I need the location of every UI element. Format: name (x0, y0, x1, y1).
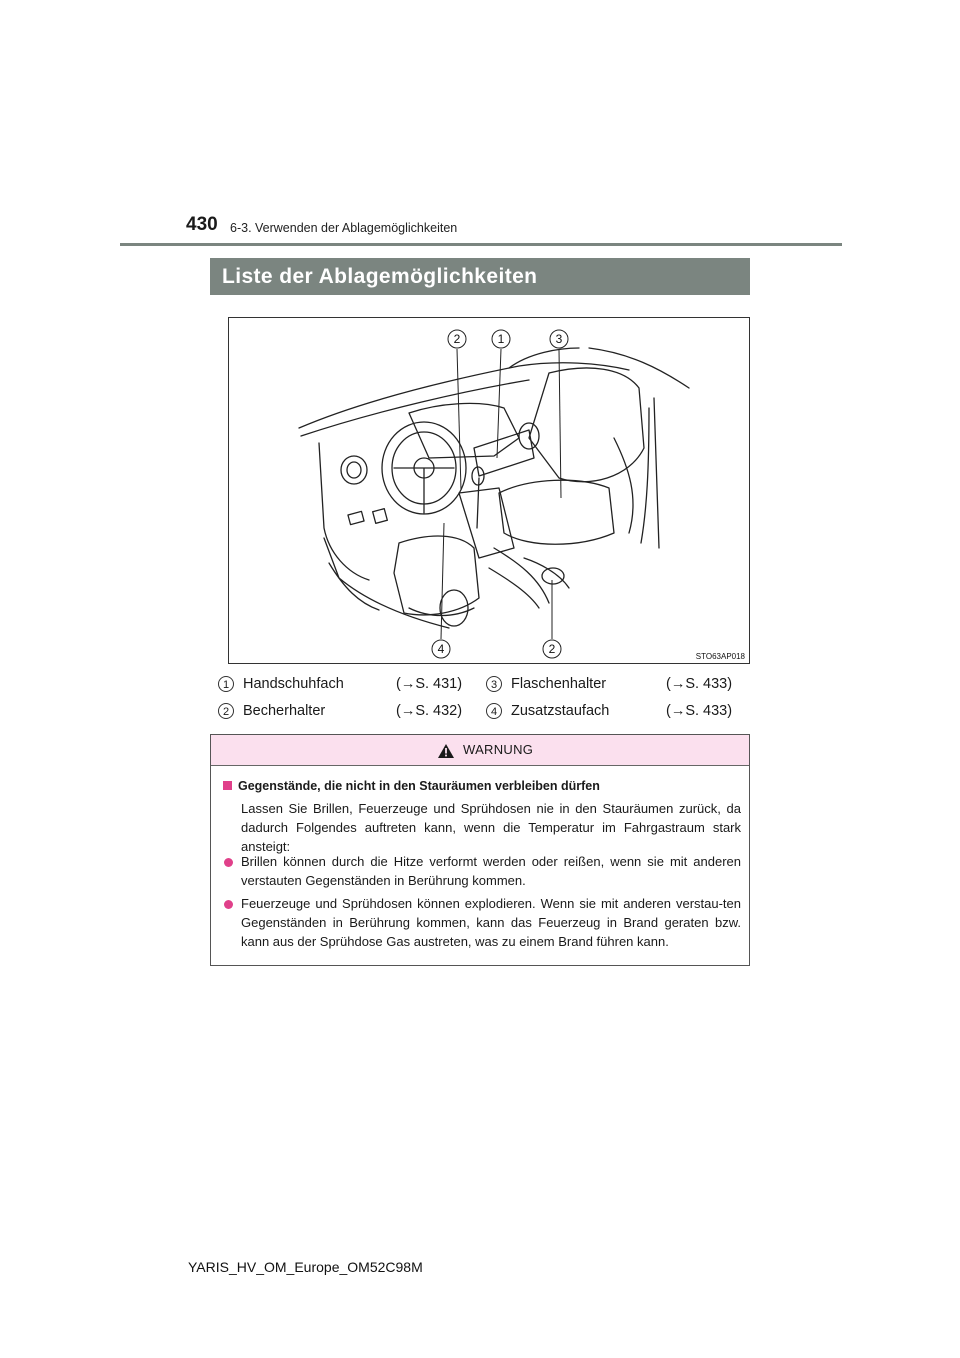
interior-illustration (228, 317, 750, 664)
callout-label: 4 (437, 642, 445, 656)
legend-number: 4 (486, 703, 502, 719)
bullet-icon (224, 858, 233, 867)
page-title: Liste der Ablagemöglichkeiten (210, 258, 750, 295)
figure-code: STO63AP018 (695, 652, 745, 661)
page-reference: (→S. 431) (396, 676, 463, 692)
pedal (348, 511, 364, 524)
callout-label: 2 (453, 332, 461, 346)
rear-cup-holder (542, 568, 564, 584)
dashboard-top-line (299, 363, 629, 428)
passenger-seat-cushion (499, 480, 614, 544)
warning-box (210, 734, 750, 966)
warning-intro: Lassen Sie Brillen, Feuerzeuge und Sprühdosen nie in den Stauräumen zurück, da dadurch Folgendes auftreten kann, wenn die Temperatur im Fahrgastraum stark ansteigt: (241, 801, 741, 854)
leader-line-1 (497, 349, 501, 458)
warning-heading (223, 779, 600, 793)
callout-label: 1 (497, 332, 505, 346)
legend-label: Handschuhfach (243, 676, 344, 692)
page-reference: (→S. 432) (396, 703, 463, 719)
page-number: 430 (186, 214, 218, 235)
warning-triangle-icon (437, 743, 455, 759)
driver-seat (394, 536, 479, 615)
legend-number: 3 (486, 676, 502, 692)
glove-box-outline (474, 430, 534, 476)
callout-label: 2 (548, 642, 556, 656)
warning-header (211, 735, 749, 766)
warning-bullet: Feuerzeuge und Sprühdosen können explodieren. Wenn sie mit anderen verstau-ten Gegenständen in Berührung kommen, kann das Feuerzeug in Brand geraten bzw. kann aus der Sprühdose Gas austreten, was zu einem Brand führen kann. (241, 896, 741, 949)
legend-item (486, 703, 758, 723)
leader-line-2-top (457, 349, 461, 490)
warning-title: WARNUNG (463, 742, 534, 757)
page-reference: (→S. 433) (666, 676, 733, 692)
bullet-icon (224, 900, 233, 909)
header-divider (120, 243, 842, 246)
leader-line-3 (559, 349, 561, 498)
legend-item (218, 676, 478, 696)
legend-item (218, 703, 478, 723)
legend-label: Becherhalter (243, 703, 326, 719)
legend-number: 1 (218, 676, 234, 692)
center-console (459, 488, 514, 558)
page-reference: (→S. 433) (666, 703, 733, 719)
legend-label: Flaschenhalter (511, 676, 607, 692)
car-interior-drawing (229, 318, 751, 665)
legend-number: 2 (218, 703, 234, 719)
document-footer: YARIS_HV_OM_Europe_OM52C98M (188, 1259, 423, 1275)
square-bullet-icon (223, 781, 232, 790)
left-air-vent (341, 456, 367, 484)
section-title: 6-3. Verwenden der Ablagemöglichkeiten (230, 221, 458, 235)
warning-bullet: Brillen können durch die Hitze verformt werden oder reißen, wenn sie mit anderen verstauten Gegenständen in Berührung kommen. (241, 854, 741, 888)
warning-heading-text: Gegenstände, die nicht in den Stauräumen verbleiben dürfen (238, 779, 600, 793)
legend (218, 676, 758, 732)
instrument-cluster (409, 403, 519, 458)
door-frame (654, 398, 659, 548)
legend-label: Zusatzstaufach (511, 703, 610, 719)
leader-line-4 (441, 523, 444, 639)
callout-label: 3 (555, 332, 563, 346)
passenger-seatback (529, 368, 644, 482)
legend-item (486, 676, 758, 696)
